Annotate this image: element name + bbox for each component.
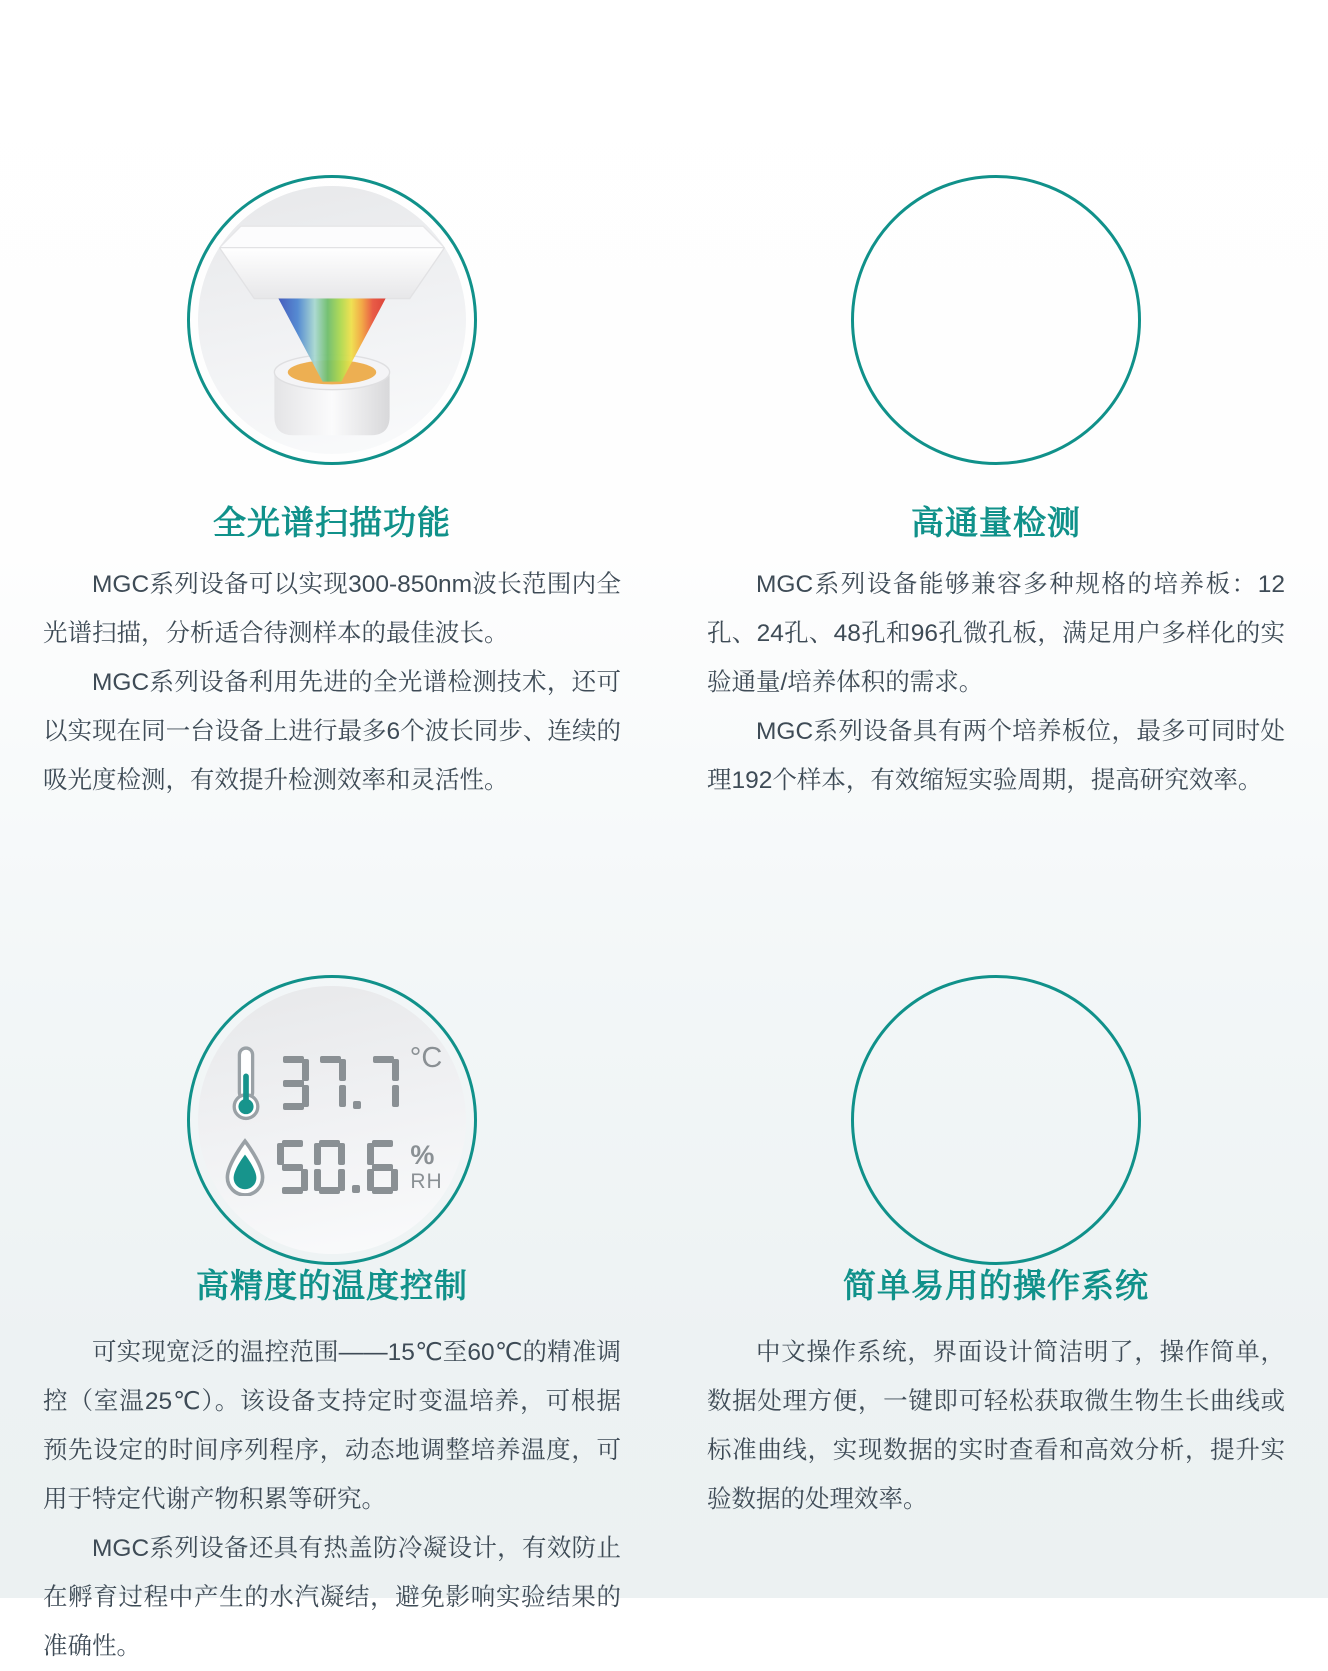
segment-digit [367,1140,398,1194]
feature-text [707,560,1285,805]
temperature-row [222,1044,443,1122]
spectrometer-beam-illustration [198,186,466,454]
projector-top-face [219,226,444,247]
software-icon-ring [851,975,1141,1265]
temperature-unit: °C [409,1042,443,1074]
segment-dot [352,1185,360,1193]
section-easy-software [664,790,1328,1598]
humidity-row [221,1138,442,1196]
temperature-readout [278,1056,399,1110]
temperature-icon-ring [187,975,477,1265]
segment-digit [278,1056,309,1110]
feature-text [43,1328,621,1671]
spectrum-icon-ring [187,175,477,465]
segment-digit [315,1056,346,1110]
feature-paragraph: MGC系列设备利用先进的全光谱检测技术，还可以实现在同一台设备上进行最多6个波长同步、连续的吸光度检测，有效提升检测效率和灵活性。 [43,669,621,794]
feature-paragraph: MGC系列设备能够兼容多种规格的培养板：12孔、24孔、48孔和96孔微孔板，满足用户多样化的实验通量/培养体积的需求。 [707,571,1285,696]
feature-text [43,560,621,805]
segment-digit [277,1140,308,1194]
throughput-icon-ring [851,175,1141,465]
percent-sign: % [410,1140,435,1170]
segment-dot [353,1101,361,1109]
climate-readout [198,986,466,1254]
feature-paragraph: 中文操作系统，界面设计简洁明了，操作简单，数据处理方便，一键即可轻松获取微生物生长曲线或标准曲线，实现数据的实时查看和高效分析，提升实验数据的处理效率。 [707,1339,1285,1513]
feature-paragraph: MGC系列设备具有两个培养板位，最多可同时处理192个样本，有效缩短实验周期，提高研究效率。 [707,718,1285,794]
section-high-throughput [664,0,1328,794]
segment-digit [368,1056,399,1110]
thermometer-icon [222,1044,270,1122]
feature-paragraph: MGC系列设备还具有热盖防冷凝设计，有效防止在孵育过程中产生的水汽凝结，避免影响实验结果的准确性。 [43,1535,621,1660]
section-spectrum-scan [0,0,664,794]
spectrum-scan-icon [198,186,466,454]
feature-paragraph: MGC系列设备可以实现300-850nm波长范围内全光谱扫描，分析适合待测样本的最佳波长。 [43,571,621,647]
temp-humidity-display [198,986,466,1254]
projector-front-face [219,248,444,299]
rh-label: RH [410,1170,443,1193]
feature-paragraph: 可实现宽泛的温控范围——15℃至60℃的精准调控（室温25℃）。该设备支持定时变温培养，可根据预先设定的时间序列程序，动态地调整培养温度，可用于特定代谢产物积累等研究。 [43,1339,621,1513]
feature-text [707,1328,1285,1524]
feature-title: 高通量检测 [911,504,1081,541]
humidity-droplet-icon [221,1138,269,1196]
feature-title: 简单易用的操作系统 [843,1267,1149,1304]
humidity-units [410,1142,442,1192]
section-temperature-control [0,790,664,1660]
segment-digit [314,1140,345,1194]
feature-title: 全光谱扫描功能 [213,504,451,541]
feature-title: 高精度的温度控制 [196,1267,468,1304]
humidity-readout [277,1140,398,1194]
